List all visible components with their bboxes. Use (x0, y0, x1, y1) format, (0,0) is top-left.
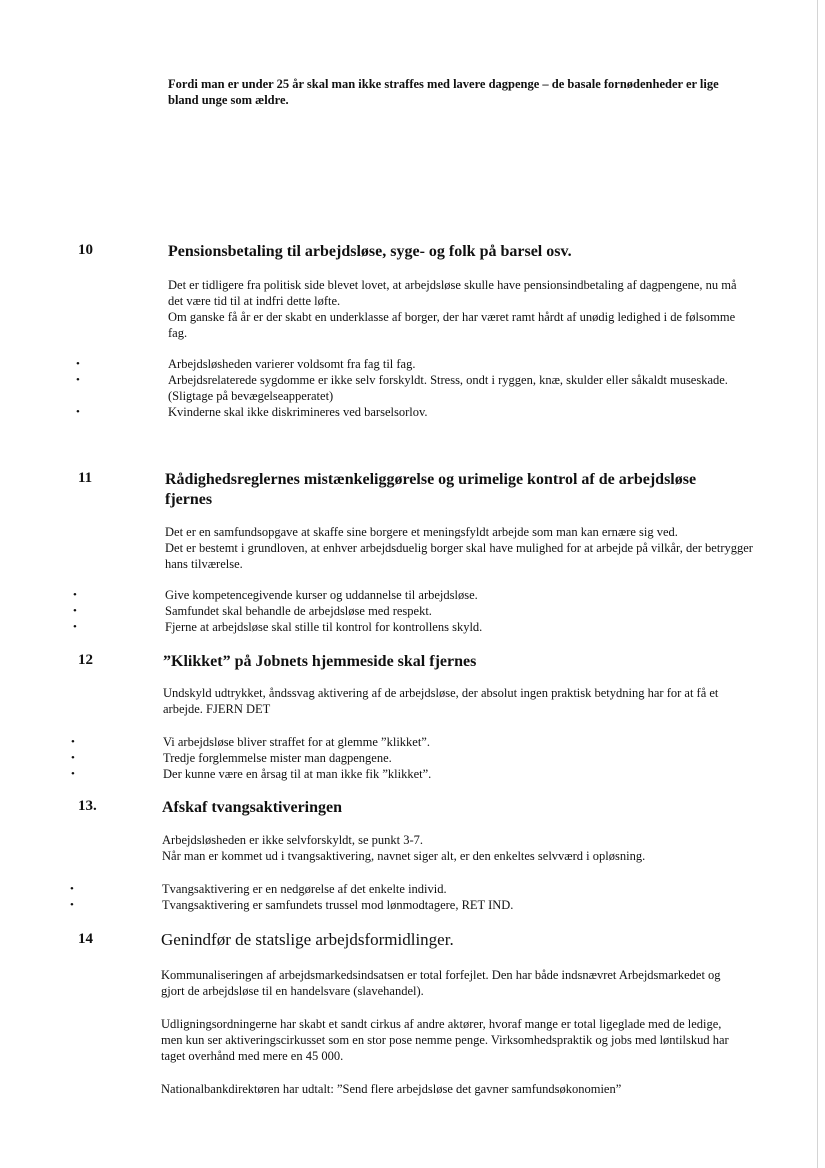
intro-paragraph: Fordi man er under 25 år skal man ikke straffes med lavere dagpenge – de basale fornødenheder er lige bland unge som ældre. (168, 77, 719, 107)
scan-edge-line (817, 0, 818, 1168)
section-heading: Afskaf tvangsaktiveringen (162, 799, 343, 816)
list-item: • Tvangsaktivering er samfundets trussel mod lønmodtagere, RET IND. (70, 898, 514, 912)
section-paragraph: Det er bestemt i grundloven, at enhver arbejdsduelig borger skal have mulighed for at arbejde på vilkår, der betrygger hans tilværelse. (165, 541, 753, 571)
bullet-list (73, 587, 755, 635)
bullet-icon: • (71, 768, 75, 780)
bullet-list (71, 734, 753, 782)
list-item: • Arbejdsrelaterede sygdomme er ikke selv forskyldt. Stress, ondt i ryggen, knæ, skulder eller såkaldt museskade. (Sligtage på bevægelseapperatet) (76, 373, 728, 403)
list-item: • Der kunne være en årsag til at man ikke fik ”klikket”. (71, 767, 432, 781)
section-paragraph: Det er tidligere fra politisk side blevet lovet, at arbejdsløse skulle have pensionsindbetaling af dagpengene, nu må det være tid til at indfri dette løfte. (168, 278, 737, 308)
bullet-icon: • (76, 374, 80, 386)
section-number: 13. (78, 798, 97, 814)
bullet-icon: • (70, 899, 74, 911)
bullet-icon: • (73, 605, 77, 617)
list-item: • Give kompetencegivende kurser og uddannelse til arbejdsløse. (73, 588, 478, 602)
section-heading: Pensionsbetaling til arbejdsløse, syge- og folk på barsel osv. (168, 243, 572, 260)
list-item: • Kvinderne skal ikke diskrimineres ved barselsorlov. (76, 405, 428, 419)
list-item: • Samfundet skal behandle de arbejdsløse med respekt. (73, 604, 432, 618)
bullet-icon: • (73, 589, 77, 601)
list-item: • Tvangsaktivering er en nedgørelse af det enkelte individ. (70, 882, 447, 896)
section-paragraph: Arbejdsløsheden er ikke selvforskyldt, se punkt 3-7. (162, 833, 424, 847)
section-number: 12 (78, 652, 93, 668)
section-heading: ”Klikket” på Jobnets hjemmeside skal fjernes (163, 653, 477, 670)
section-paragraph: Når man er kommet ud i tvangsaktivering, navnet siger alt, er den enkeltes selvværd i opløsning. (162, 849, 646, 863)
section-number: 11 (78, 470, 93, 486)
bullet-icon: • (76, 406, 80, 418)
bullet-icon: • (71, 752, 75, 764)
list-item: • Fjerne at arbejdsløse skal stille til kontrol for kontrollens skyld. (73, 620, 483, 634)
section-paragraph: Undskyld udtrykket, åndssvag aktivering af de arbejdsløse, der absolut ingen praktisk betydning har for at få et arbejde. FJERN DET (163, 686, 719, 716)
bullet-list (76, 356, 748, 420)
bullet-icon: • (70, 883, 74, 895)
section-heading: Rådighedsreglernes mistænkeliggørelse og urimelige kontrol af de arbejdsløse fjernes (165, 471, 697, 508)
list-item: • Arbejdsløsheden varierer voldsomt fra fag til fag. (76, 357, 416, 371)
list-item: • Vi arbejdsløse bliver straffet for at glemme ”klikket”. (71, 735, 430, 749)
section-number: 10 (78, 242, 93, 258)
section-heading: Genindfør de statslige arbejdsformidlinger. (161, 930, 454, 949)
section-number: 14 (78, 931, 93, 947)
section-paragraph: Udligningsordningerne har skabt et sandt cirkus af andre aktører, hvoraf mange er total ligeglade med de ledige, men kun ser aktiveringscirkusset som en stor pose nemme penge. Virksomhedspraktik og jobs med løntilskud har taget overhånd med mere en 45 000. (161, 1017, 729, 1063)
bullet-icon: • (73, 621, 77, 633)
bullet-list (70, 881, 752, 913)
section-paragraph: Det er en samfundsopgave at skaffe sine borgere et meningsfyldt arbejde som man kan ernære sig ved. (165, 525, 678, 539)
section-paragraph: Nationalbankdirektøren har udtalt: ”Send flere arbejdsløse det gavner samfundsøkonomien” (161, 1082, 622, 1096)
bullet-icon: • (71, 736, 75, 748)
list-item: • Tredje forglemmelse mister man dagpengene. (71, 751, 392, 765)
section-paragraph: Kommunaliseringen af arbejdsmarkedsindsatsen er total forfejlet. Den har både indsnævret Arbejdsmarkedet og gjort de arbejdsløse til en handelsvare (slavehandel). (161, 968, 721, 998)
section-paragraph: Om ganske få år er der skabt en underklasse af borger, der har været ramt hårdt af unødig ledighed i de følsomme fag. (168, 310, 736, 340)
bullet-icon: • (76, 358, 80, 370)
